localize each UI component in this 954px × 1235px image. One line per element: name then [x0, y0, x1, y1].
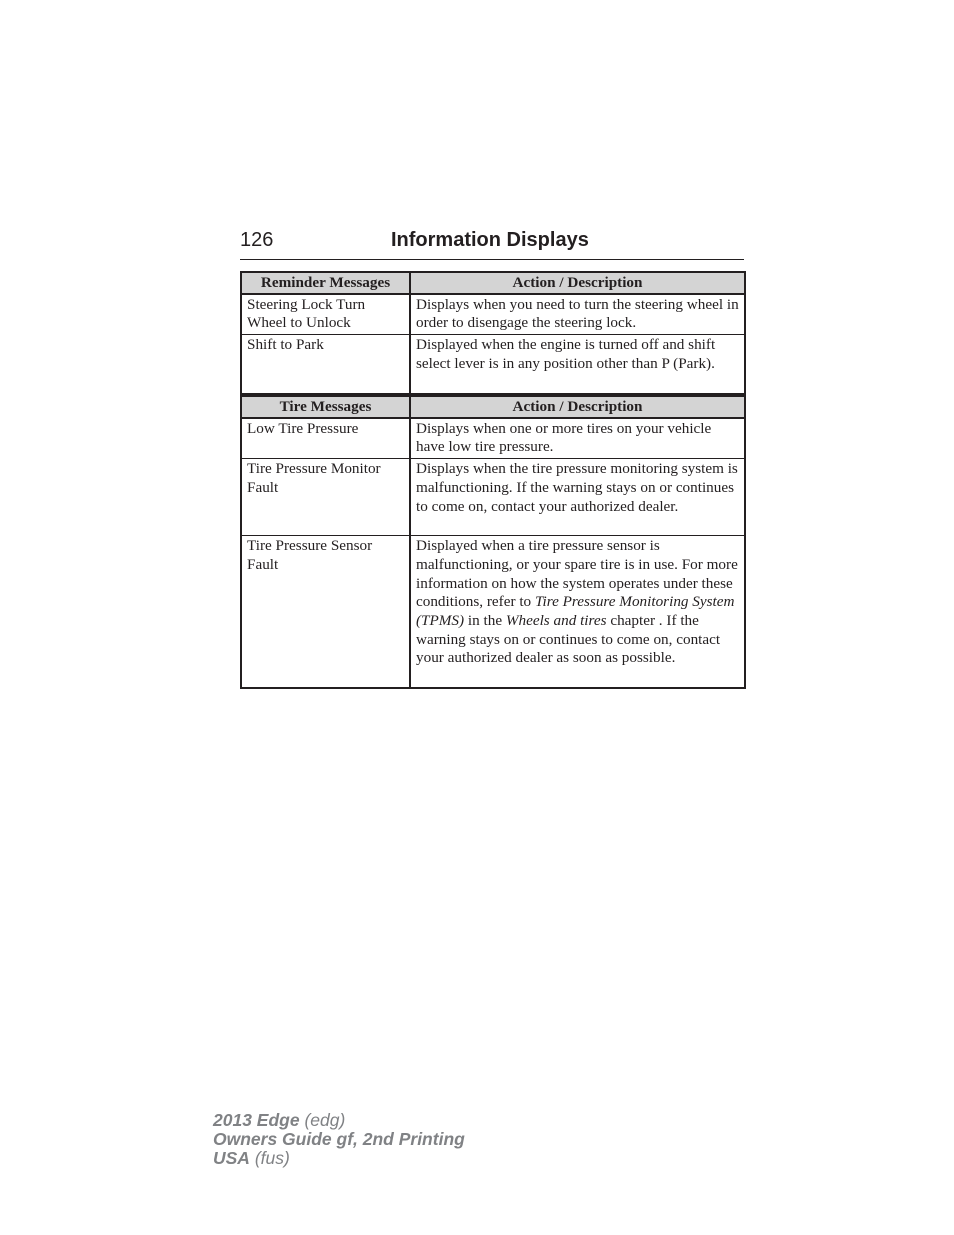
description-cell: Displays when the tire pressure monitoring system is malfunctioning. If the warning stays on or continues to come on, contact your authorized dealer. [410, 459, 745, 536]
description-text: chapter . If the warning stays on or continues to come on, contact your authorized dealer as soon as possible. [416, 611, 721, 667]
tire-messages-table [240, 395, 746, 689]
message-cell: Tire Pressure Sensor Fault [241, 536, 410, 689]
message-cell: Low Tire Pressure [241, 418, 410, 459]
reminder-messages-table [240, 271, 746, 395]
table-row [241, 418, 745, 459]
page-number: 126 [240, 229, 274, 251]
table-header-row [241, 272, 745, 294]
cross-reference-wheels-and-tires: Wheels and tires [505, 611, 607, 629]
footer-market: USA [213, 1148, 250, 1168]
cross-reference-tpms: Tire Pressure Monitoring System (TPMS) [416, 593, 735, 629]
page-header [240, 229, 744, 260]
page-title: Information Displays [391, 229, 589, 251]
description-cell [410, 536, 745, 689]
description-cell: Displayed when the engine is turned off and shift select lever is in any position other than P (Park). [410, 335, 745, 395]
footer-model: 2013 Edge [213, 1110, 300, 1130]
table-row [241, 294, 745, 335]
footer-model-code: (edg) [304, 1110, 346, 1130]
footer-guide: Owners Guide gf, 2nd Printing [213, 1129, 465, 1149]
column-header: Action / Description [410, 272, 745, 294]
description-cell: Displays when you need to turn the steering wheel in order to disengage the steering lock. [410, 294, 745, 335]
footer-market-line [213, 1149, 465, 1168]
description-cell: Displays when one or more tires on your vehicle have low tire pressure. [410, 418, 745, 459]
footer-model-line [213, 1111, 465, 1130]
column-header: Tire Messages [241, 396, 410, 418]
page-footer [213, 1111, 465, 1168]
column-header: Reminder Messages [241, 272, 410, 294]
description-text: in the [464, 611, 506, 629]
table-header-row [241, 396, 745, 418]
column-header: Action / Description [410, 396, 745, 418]
message-cell: Tire Pressure Monitor Fault [241, 459, 410, 536]
message-cell: Shift to Park [241, 335, 410, 395]
table-row [241, 335, 745, 395]
table-row [241, 536, 745, 689]
message-cell: Steering Lock Turn Wheel to Unlock [241, 294, 410, 335]
description-text: Displayed when a tire pressure sensor is malfunctioning, or your spare tire is in use. For more information on how the system operates under these conditions, refer to [416, 537, 738, 611]
footer-guide-line [213, 1130, 465, 1149]
footer-market-code: (fus) [254, 1148, 290, 1168]
table-row [241, 459, 745, 536]
